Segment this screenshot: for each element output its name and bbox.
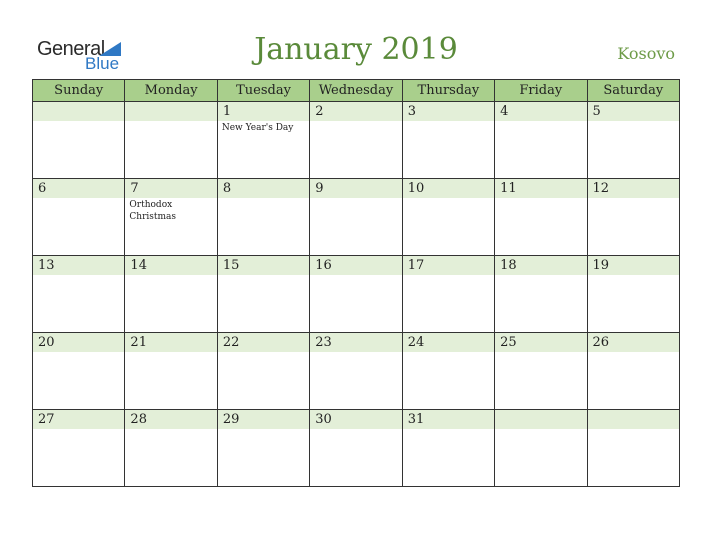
day-cell — [310, 256, 402, 333]
day-number: 26 — [592, 335, 610, 350]
day-number: 16 — [315, 258, 332, 273]
day-number: 2 — [315, 104, 324, 119]
day-cell — [495, 333, 587, 410]
weekday-header: Saturday — [587, 80, 679, 102]
day-header-bar — [125, 179, 216, 198]
day-number: 9 — [315, 181, 324, 196]
day-number: 23 — [315, 335, 332, 350]
day-cell — [495, 410, 587, 487]
day-cell — [587, 333, 679, 410]
day-cell — [217, 410, 309, 487]
day-number: 12 — [592, 181, 610, 196]
day-cell — [495, 102, 587, 179]
week-row — [33, 410, 680, 487]
week-row — [33, 333, 680, 410]
day-number: 15 — [222, 258, 240, 273]
day-cell — [310, 179, 402, 256]
day-header-bar — [33, 102, 124, 121]
day-cell — [495, 179, 587, 256]
day-number: 18 — [500, 258, 517, 273]
weekday-header: Tuesday — [217, 80, 309, 102]
weekday-header: Monday — [125, 80, 217, 102]
day-number: 4 — [500, 104, 509, 119]
week-row — [33, 179, 680, 256]
day-number: 7 — [130, 181, 139, 196]
day-cell — [33, 410, 125, 487]
calendar-title: January 2019 — [254, 32, 458, 67]
holiday-label: Orthodox Christmas — [129, 200, 177, 222]
day-header-bar — [403, 102, 494, 121]
day-number: 11 — [500, 181, 517, 196]
day-cell — [402, 179, 494, 256]
day-header-bar — [125, 102, 216, 121]
day-number: 21 — [130, 335, 147, 350]
day-cell — [125, 333, 217, 410]
day-cell — [310, 410, 402, 487]
day-cell — [495, 256, 587, 333]
day-cell — [125, 179, 217, 256]
day-cell — [33, 256, 125, 333]
day-number: 17 — [407, 258, 425, 273]
day-header-bar — [588, 410, 679, 429]
day-number: 19 — [592, 258, 610, 273]
day-cell — [125, 256, 217, 333]
day-cell — [587, 410, 679, 487]
day-header-bar — [588, 102, 679, 121]
day-number: 5 — [592, 104, 601, 119]
day-cell — [587, 256, 679, 333]
day-cell — [217, 179, 309, 256]
weekday-header-row — [33, 80, 680, 102]
day-cell — [125, 102, 217, 179]
calendar-grid — [32, 79, 680, 487]
day-number: 3 — [407, 104, 416, 119]
day-cell — [125, 410, 217, 487]
day-header-bar — [310, 179, 401, 198]
week-row — [33, 102, 680, 179]
day-header-bar — [310, 102, 401, 121]
day-header-bar — [33, 179, 124, 198]
week-row — [33, 256, 680, 333]
day-cell — [217, 256, 309, 333]
logo-general-text: General — [37, 38, 105, 60]
day-cell — [402, 102, 494, 179]
day-number: 27 — [38, 412, 55, 427]
day-cell — [402, 333, 494, 410]
day-number: 20 — [38, 335, 55, 350]
day-number: 13 — [38, 258, 55, 273]
day-cell — [33, 333, 125, 410]
day-number: 1 — [222, 104, 232, 119]
day-cell — [217, 333, 309, 410]
day-number: 24 — [407, 335, 425, 350]
day-number: 10 — [407, 181, 425, 196]
day-cell — [33, 102, 125, 179]
day-cell — [217, 102, 309, 179]
day-header-bar — [218, 102, 309, 121]
day-number: 31 — [407, 412, 425, 427]
weekday-header: Thursday — [402, 80, 494, 102]
country-label: Kosovo — [617, 44, 675, 63]
day-cell — [33, 179, 125, 256]
weekday-header: Friday — [495, 80, 587, 102]
day-number: 28 — [130, 412, 147, 427]
day-cell — [402, 256, 494, 333]
day-cell — [587, 102, 679, 179]
day-number: 25 — [500, 335, 517, 350]
weekday-header: Wednesday — [310, 80, 402, 102]
day-cell — [310, 102, 402, 179]
day-number: 22 — [222, 335, 240, 350]
day-number: 30 — [315, 412, 332, 427]
day-cell — [310, 333, 402, 410]
day-cell — [402, 410, 494, 487]
day-number: 8 — [222, 181, 232, 196]
day-number: 29 — [222, 412, 240, 427]
logo-blue-text: Blue — [85, 54, 120, 73]
day-header-bar — [495, 102, 586, 121]
day-number: 14 — [130, 258, 147, 273]
day-header-bar — [218, 179, 309, 198]
holiday-label: New Year's Day — [221, 123, 294, 133]
day-cell — [587, 179, 679, 256]
day-header-bar — [495, 410, 586, 429]
day-number: 6 — [38, 181, 47, 196]
weekday-header: Sunday — [33, 80, 125, 102]
